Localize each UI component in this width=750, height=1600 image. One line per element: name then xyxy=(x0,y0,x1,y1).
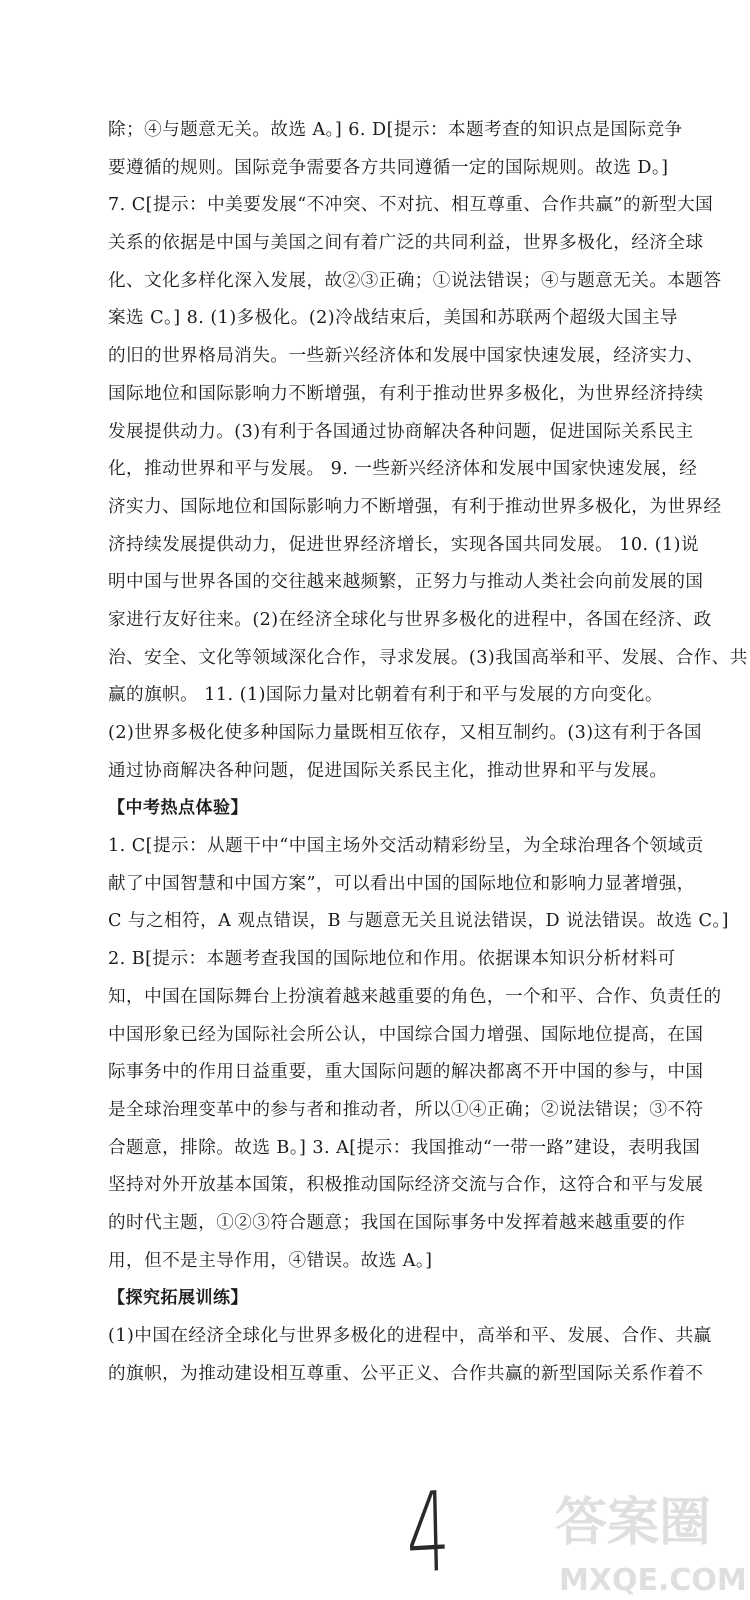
handwritten-page-number: 4 xyxy=(405,1467,452,1598)
text-line: 除；④与题意无关。故选 A。] 6. D[提示：本题考查的知识点是国际竞争 xyxy=(108,120,683,140)
text-line: 1. C[提示：从题干中“中国主场外交活动精彩纷呈，为全球治理各个领域贡 xyxy=(108,836,704,857)
text-line: 明中国与世界各国的交往越来越频繁，正努力与推动人类社会向前发展的国 xyxy=(108,572,704,593)
text-line: C 与之相符，A 观点错误，B 与题意无关且说法错误，D 说法错误。故选 C。] xyxy=(108,911,729,932)
text-line: 济持续发展提供动力，促进世界经济增长，实现各国共同发展。 10. (1)说 xyxy=(108,534,699,555)
text-line: 2. B[提示：本题考查我国的国际地位和作用。依据课本知识分析材料可 xyxy=(108,949,676,970)
text-line: 中国形象已经为国际社会所公认，中国综合国力增强、国际地位提高，在国 xyxy=(108,1024,704,1045)
text-line: 用，但不是主导作用，④错误。故选 A。] xyxy=(108,1250,433,1271)
text-line: (2)世界多极化使多种国际力量既相互依存，又相互制约。(3)这有利于各国 xyxy=(108,723,702,743)
text-line: 赢的旗帜。 11. (1)国际力量对比朝着有利于和平与发展的方向变化。 xyxy=(108,685,663,706)
text-line: 国际地位和国际影响力不断增强，有利于推动世界多极化，为世界经济持续 xyxy=(108,383,704,404)
text-line: 合题意，排除。故选 B。] 3. A[提示：我国推动“一带一路”建设，表明我国 xyxy=(108,1137,701,1158)
text-line: 是全球治理变革中的参与者和推动者，所以①④正确；②说法错误；③不符 xyxy=(108,1099,704,1120)
answer-text-block xyxy=(108,112,748,1393)
text-line: 际事务中的作用日益重要，重大国际问题的解决都离不开中国的参与，中国 xyxy=(108,1062,704,1083)
text-line: 化、文化多样化深入发展，故②③正确；①说法错误；④与题意无关。本题答 xyxy=(108,270,722,291)
text-line: 济实力、国际地位和国际影响力不断增强，有利于推动世界多极化，为世界经 xyxy=(108,496,722,517)
section-heading: 【中考热点体验】 xyxy=(108,798,248,819)
watermark-bottom-text: MXQE.COM xyxy=(559,1563,747,1598)
text-line: 家进行友好往来。(2)在经济全球化与世界多极化的进程中，各国在经济、政 xyxy=(108,609,712,630)
text-line: 坚持对外开放基本国策，积极推动国际经济交流与合作，这符合和平与发展 xyxy=(108,1175,704,1196)
text-line: 的旧的世界格局消失。一些新兴经济体和发展中国家快速发展，经济实力、 xyxy=(108,346,704,367)
text-line: 的旗帜，为推动建设相互尊重、公平正义、合作共赢的新型国际关系作着不 xyxy=(108,1363,704,1384)
text-line: 关系的依据是中国与美国之间有着广泛的共同利益，世界多极化，经济全球 xyxy=(108,233,704,254)
text-line: 7. C[提示：中美要发展“不冲突、不对抗、相互尊重、合作共赢”的新型大国 xyxy=(108,195,714,216)
section-heading: 【探究拓展训练】 xyxy=(108,1288,248,1309)
text-line: 发展提供动力。(3)有利于各国通过协商解决各种问题，促进国际关系民主 xyxy=(108,421,694,442)
text-line: 献了中国智慧和中国方案”，可以看出中国的国际地位和影响力显著增强， xyxy=(108,873,695,894)
watermark-logo xyxy=(545,1478,750,1600)
text-line: 通过协商解决各种问题，促进国际关系民主化，推动世界和平与发展。 xyxy=(108,760,668,781)
text-line: 化，推动世界和平与发展。 9. 一些新兴经济体和发展中国家快速发展，经 xyxy=(108,459,698,480)
text-line: 要遵循的规则。国际竞争需要各方共同遵循一定的国际规则。故选 D。] xyxy=(108,157,669,178)
text-line: 治、安全、文化等领域深化合作，寻求发展。(3)我国高举和平、发展、合作、共 xyxy=(108,647,748,668)
text-line: (1)中国在经济全球化与世界多极化的进程中，高举和平、发展、合作、共赢 xyxy=(108,1326,712,1346)
text-line: 的时代主题，①②③符合题意；我国在国际事务中发挥着越来越重要的作 xyxy=(108,1212,686,1233)
text-line: 知，中国在国际舞台上扮演着越来越重要的角色，一个和平、合作、负责任的 xyxy=(108,986,722,1007)
watermark-top-text: 答案圈 xyxy=(555,1493,712,1553)
text-line: 案选 C。] 8. (1)多极化。(2)冷战结束后，美国和苏联两个超级大国主导 xyxy=(108,308,678,329)
